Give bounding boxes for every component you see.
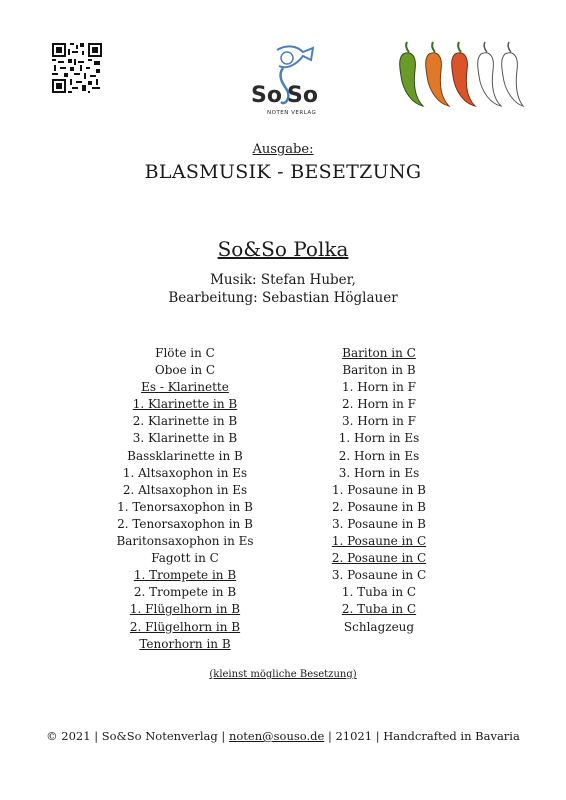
footer xyxy=(0,729,566,743)
instrument-item: 2. Tuba in C xyxy=(341,602,417,617)
footer-copyright: © 2021 | So&So Notenverlag | xyxy=(46,729,229,743)
instrument-item: 1. Klarinette in B xyxy=(132,397,238,412)
instrument-item: 1. Horn in F xyxy=(342,380,416,395)
instrument-item: 2. Altsaxophon in Es xyxy=(122,482,248,497)
qr-code xyxy=(52,43,102,93)
instrument-item: 1. Flügelhorn in B xyxy=(129,602,241,617)
edition-value: BLASMUSIK - BESETZUNG xyxy=(144,161,422,183)
instrument-item: 3. Posaune in B xyxy=(332,516,426,531)
instrument-item: 1. Tuba in C xyxy=(341,585,417,600)
chili-pepper-outline-icon xyxy=(478,42,501,106)
arranger-credit: Bearbeitung: Sebastian Höglauer xyxy=(168,290,398,306)
chili-pepper-icon xyxy=(452,42,475,106)
instrument-item: Tenorhorn in B xyxy=(139,636,231,651)
chili-pepper-rating-icon xyxy=(393,40,525,112)
instrument-item: 3. Posaune in C xyxy=(331,568,427,583)
instrument-item: 1. Trompete in B xyxy=(133,568,237,583)
instrument-item: 3. Horn in Es xyxy=(338,465,420,480)
edition-label: Ausgabe: xyxy=(252,142,314,157)
instrument-item: Fagott in C xyxy=(151,551,219,566)
instrument-item: Baritonsaxophon in Es xyxy=(116,534,254,549)
footer-info: | 21021 | Handcrafted in Bavaria xyxy=(324,729,520,743)
footer-email-link[interactable]: noten@souso.de xyxy=(228,729,325,743)
instrument-item: 2. Klarinette in B xyxy=(132,414,238,429)
instrument-item: 3. Klarinette in B xyxy=(132,431,238,446)
instrument-item: Bassklarinette in B xyxy=(127,448,243,463)
instrument-item: Schlagzeug xyxy=(343,619,415,634)
composer-credit: Musik: Stefan Huber, xyxy=(210,272,356,288)
svg-text:NOTEN VERLAG: NOTEN VERLAG xyxy=(267,110,317,116)
instrument-item: 2. Flügelhorn in B xyxy=(129,619,241,634)
trumpet-icon xyxy=(277,46,313,67)
instrument-item: Oboe in C xyxy=(154,363,216,378)
instrument-list-right xyxy=(279,345,479,636)
soso-logo xyxy=(247,40,319,122)
instrument-item: Es - Klarinette xyxy=(141,380,229,395)
instrument-item: 1. Horn in Es xyxy=(338,431,420,446)
instrument-item: Bariton in B xyxy=(342,363,416,378)
svg-text:So: So xyxy=(251,83,282,108)
instrument-item: 2. Horn in Es xyxy=(338,448,420,463)
minimum-instrumentation-note: (kleinst mögliche Besetzung) xyxy=(209,669,357,680)
instrument-item: 2. Horn in F xyxy=(342,397,416,412)
instrument-item: 1. Tenorsaxophon in B xyxy=(117,499,253,514)
instrument-item: 3. Horn in F xyxy=(342,414,416,429)
piece-title: So&So Polka xyxy=(217,237,349,261)
instrument-item: 2. Trompete in B xyxy=(133,585,237,600)
instrument-item: 2. Tenorsaxophon in B xyxy=(117,516,253,531)
instrument-list-left xyxy=(85,345,285,653)
instrument-item: Bariton in C xyxy=(342,346,416,360)
chili-pepper-outline-icon xyxy=(502,42,523,106)
instrument-item: 2. Posaune in B xyxy=(332,499,426,514)
chili-pepper-icon xyxy=(400,42,423,106)
svg-text:So: So xyxy=(287,83,318,108)
instrument-item: Flöte in C xyxy=(155,346,215,360)
chili-pepper-icon xyxy=(426,42,449,106)
instrument-item: 1. Altsaxophon in Es xyxy=(122,465,248,480)
instrument-item: 1. Posaune in C xyxy=(331,534,427,549)
instrument-item: 2. Posaune in C xyxy=(331,551,427,566)
instrument-item: 1. Posaune in B xyxy=(332,482,426,497)
